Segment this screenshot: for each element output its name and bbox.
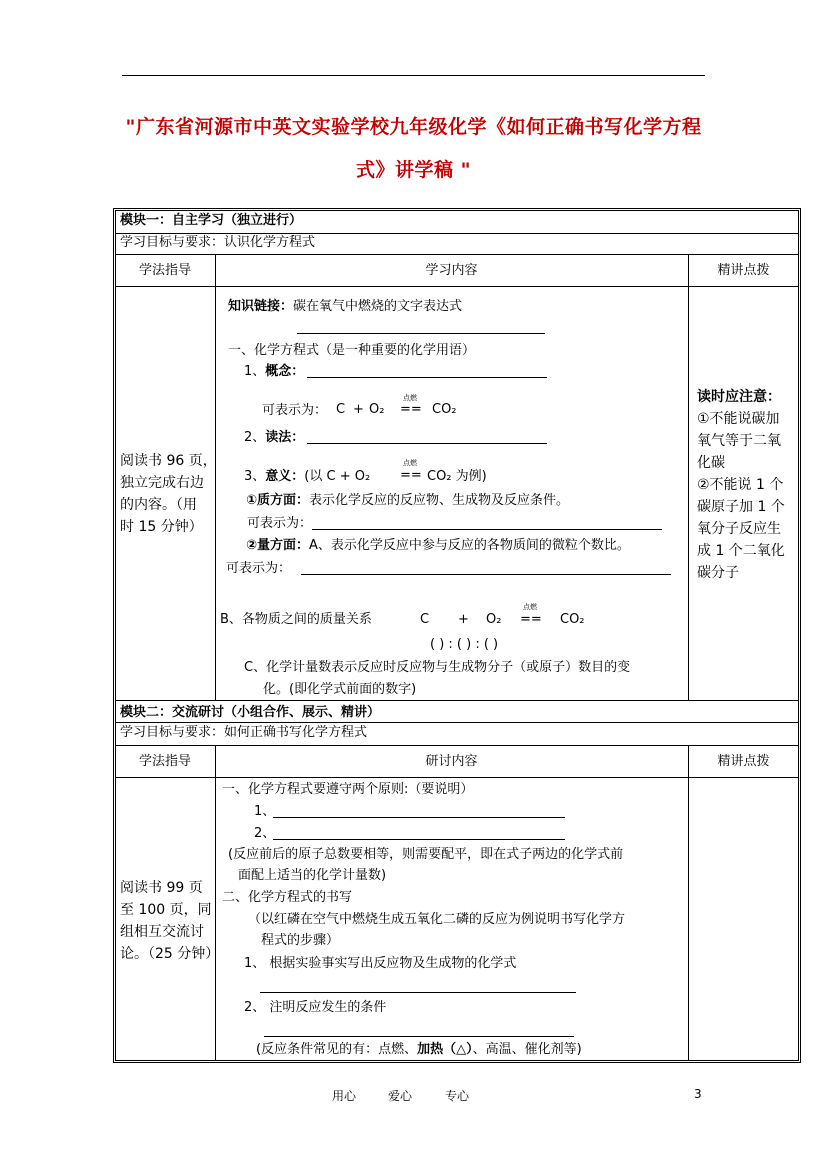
meaning-example: CO₂ 为例): [427, 469, 487, 484]
answer-blank[interactable]: [301, 574, 671, 575]
condition-examples: (反应条件常见的有：点燃、加热（△）、高温、催化剂等): [256, 1042, 582, 1057]
writing-heading: 二、化学方程式的书写: [222, 890, 353, 905]
plus-sign: +: [458, 612, 469, 627]
footer-slogan-1: 用心: [332, 1089, 357, 1103]
module1-col-guide: 学法指导: [138, 263, 191, 278]
divider: [115, 722, 799, 723]
balancing-hint-line2: 面配上适当的化学计量数): [238, 868, 387, 883]
module2-title: 模块二：交流研讨（小组合作、展示、精讲）: [120, 705, 381, 720]
reactant-c: C: [336, 402, 346, 417]
reading-label: 2、读法：: [244, 430, 305, 445]
page-title-line2: 式》讲学稿 ": [355, 159, 471, 181]
answer-blank[interactable]: [312, 529, 662, 530]
page-title-line1: "广东省河源市中英文实验学校九年级化学《如何正确书写化学方程: [125, 116, 702, 138]
reactant-o2: O₂: [486, 612, 502, 627]
module1-col-notes: 精讲点拨: [717, 263, 770, 278]
principle-1: 1、: [254, 804, 276, 819]
module1-notes: 读时应注意： ①不能说碳加 氧气等于二氧 化碳 ②不能说 1 个 碳原子加 1 个 氧分子反应生 成 1 个二氧化 碳分子: [697, 389, 785, 581]
divider: [115, 745, 799, 746]
example-line1: （以红磷在空气中燃烧生成五氧化二磷的反应为例说明书写化学方: [248, 912, 626, 927]
point-c-line2: 化。(即化学式前面的数字): [263, 682, 417, 697]
example-line2: 程式的步骤）: [261, 933, 340, 948]
condition-label: 点燃: [403, 459, 417, 467]
header-rule: [122, 75, 705, 76]
principle-2: 2、: [254, 826, 276, 841]
condition-label: 点燃: [523, 603, 537, 611]
answer-blank[interactable]: [273, 817, 565, 818]
condition-label: 点燃: [403, 394, 417, 402]
module1-guide: 阅读书 96 页， 独立完成右边 的内容。（用 时 15 分钟）: [120, 453, 217, 535]
plus-sign: +: [353, 402, 364, 417]
module2-col-content: 研讨内容: [425, 754, 478, 769]
step-1: 1、 根据实验事实写出反应物及生成物的化学式: [244, 956, 517, 971]
answer-blank[interactable]: [307, 377, 547, 378]
module2-goal: 学习目标与要求：如何正确书写化学方程式: [120, 725, 368, 740]
mass-blanks[interactable]: ( ) : ( ) : ( ): [430, 637, 499, 652]
divider: [115, 777, 799, 778]
module1-goal: 学习目标与要求：认识化学方程式: [120, 235, 316, 250]
column-divider: [688, 254, 689, 700]
express-label: 可表示为：: [262, 403, 328, 418]
point-c-line1: C、化学计量数表示反应时反应物与生成物分子（或原子）数目的变: [244, 660, 631, 675]
footer-slogan-3: 专心: [445, 1089, 470, 1103]
reactant-o2: O₂: [369, 402, 385, 417]
divider: [115, 700, 799, 701]
module2-col-guide: 学法指导: [138, 754, 191, 769]
meaning-label: 3、意义：(以 C + O₂: [244, 469, 371, 484]
section-1-heading: 一、化学方程式（是一种重要的化学用语）: [228, 343, 476, 358]
divider: [115, 254, 799, 255]
column-divider: [688, 745, 689, 1061]
reactant-c: C: [420, 612, 430, 627]
module2-col-notes: 精讲点拨: [717, 754, 770, 769]
step-2: 2、 注明反应发生的条件: [244, 1000, 387, 1015]
equals-sign: ==: [400, 402, 422, 417]
express-label-3: 可表示为：: [226, 561, 292, 576]
principles-heading: 一、化学方程式要遵守两个原则:（要说明）: [222, 782, 474, 797]
answer-blank[interactable]: [260, 992, 576, 993]
quality-aspect: ①质方面：表示化学反应的反应物、生成物及反应条件。: [246, 493, 570, 508]
product-co2: CO₂: [560, 612, 585, 627]
footer-slogan-2: 爱心: [388, 1089, 413, 1103]
divider: [115, 286, 799, 287]
answer-blank[interactable]: [307, 443, 547, 444]
balancing-hint-line1: (反应前后的原子总数要相等，则需要配平，即在式子两边的化学式前: [228, 847, 624, 862]
concept-label: 1、概念：: [244, 364, 305, 379]
answer-blank[interactable]: [297, 333, 545, 334]
product-co2: CO₂: [432, 402, 457, 417]
answer-blank[interactable]: [264, 1036, 574, 1037]
equals-sign: ==: [520, 612, 542, 627]
module1-col-content: 学习内容: [425, 263, 478, 278]
quantity-aspect: ②量方面：A、表示化学反应中参与反应的各物质间的微粒个数比。: [246, 538, 630, 553]
express-label-2: 可表示为：: [247, 516, 313, 531]
answer-blank[interactable]: [273, 839, 565, 840]
equals-sign: ==: [400, 468, 422, 483]
page-number: 3: [694, 1087, 702, 1101]
knowledge-link: 知识链接：碳在氧气中燃烧的文字表达式: [228, 299, 463, 314]
module1-title: 模块一：自主学习（独立进行）: [120, 213, 303, 228]
mass-relation: B、各物质之间的质量关系: [220, 612, 372, 627]
module2-guide: 阅读书 99 页 至 100 页，同 组相互交流讨 论。（25 分钟）: [120, 880, 220, 962]
